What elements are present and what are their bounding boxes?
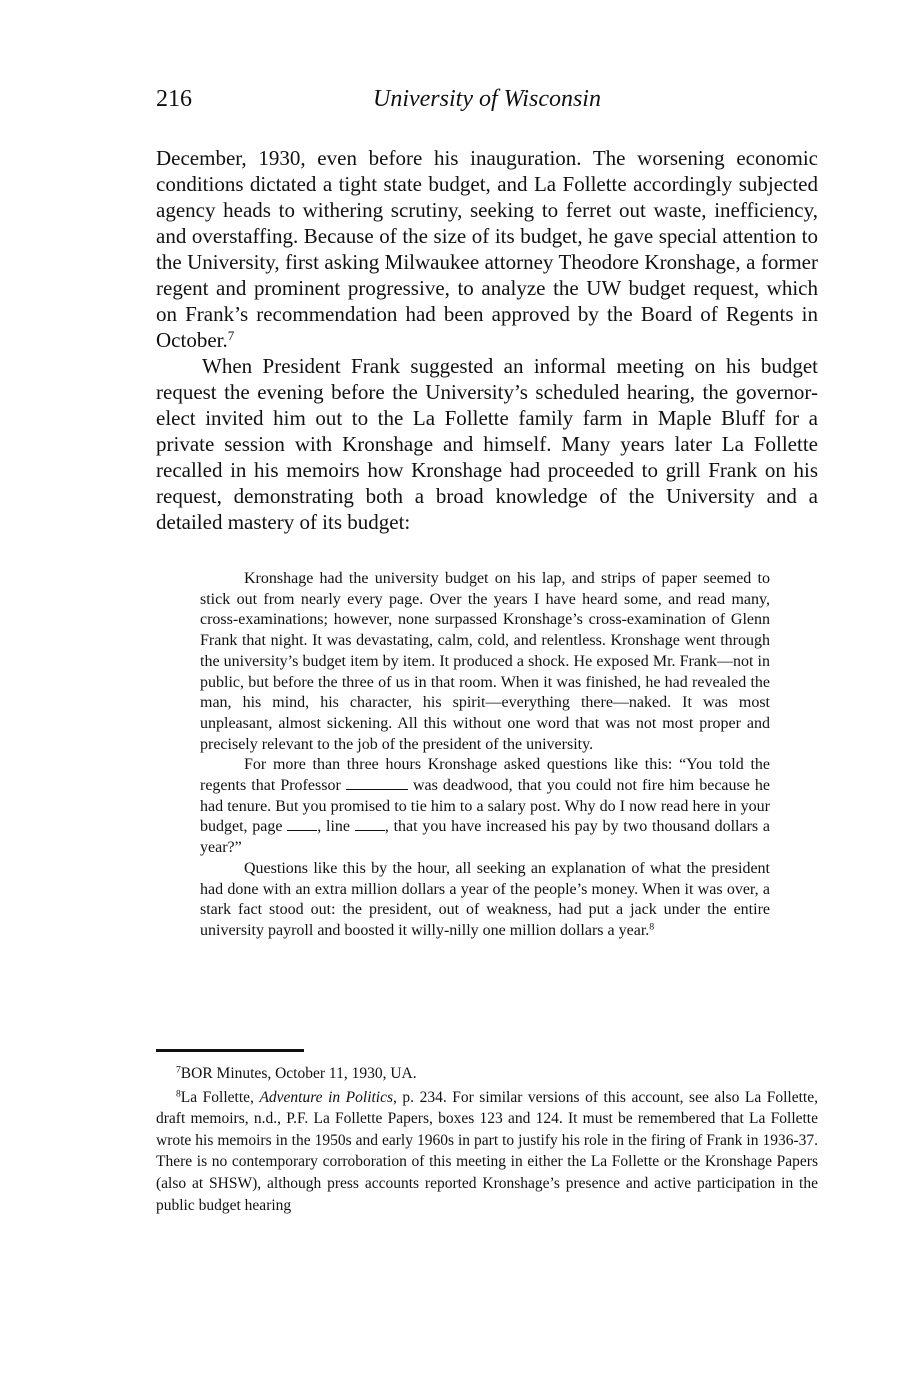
block-quote bbox=[200, 569, 770, 942]
footnote-rule bbox=[156, 1049, 304, 1052]
footnote-ref-8: 8 bbox=[649, 921, 655, 933]
book-title: Adventure in Politics bbox=[259, 1088, 394, 1106]
footnote-text: La Follette, bbox=[180, 1088, 260, 1106]
page-number: 216 bbox=[156, 86, 192, 112]
body-paragraph-2: When President Frank suggested an informal meeting on his budget request the evening before the University’s scheduled hearing, the governor-elect invited him out to the La Follette family farm in Maple Bluff for a private session with Kronshage and himself. Many years later La Follette recalled in his memoirs how Kronshage had proceeded to grill Frank on his request, demonstrating both a broad knowledge of the University and a detailed mastery of its budget: bbox=[156, 354, 818, 534]
footnote-mark: 7 bbox=[176, 1064, 181, 1076]
blank-line bbox=[287, 829, 317, 831]
quote-text: , line bbox=[317, 818, 351, 836]
quote-paragraph-3 bbox=[200, 859, 770, 942]
footnote-mark: 8 bbox=[176, 1088, 181, 1100]
footnote-8 bbox=[156, 1087, 818, 1217]
quote-text: For more than three hours Kronshage asked questions like this: “You told the regents that Professor bbox=[200, 756, 770, 795]
paragraph-text: December, 1930, even before his inauguration. The worsening economic conditions dictated a tight state budget, and La Follette accordingly subjected agency heads to withering scrutiny, seeking to ferret out waste, inefficiency, and overstaffing. Because of the size of its budget, he gave special attention to the University, first asking Milwaukee attorney Theodore Kronshage, a former regent and prominent progressive, to analyze the UW budget request, which on Frank’s recommendation had been approved by the Board of Regents in October. bbox=[156, 146, 818, 352]
blank-line bbox=[355, 829, 385, 831]
quote-text: was deadwood, that you could not fire him because he had tenure. But you promised to tie him to a salary post. Why do I now read here in your budget, page bbox=[200, 777, 771, 836]
body-paragraph-1 bbox=[156, 145, 818, 353]
quote-paragraph-1: Kronshage had the university budget on his lap, and strips of paper seemed to stick out from nearly every page. Over the years I have heard some, and read many, cross-examinations; however, none surpassed Kronshage’s cross-examination of Glenn Frank that night. It was devastating, calm, cold, and relentless. Kronshage went through the university’s budget item by item. It produced a shock. He exposed Mr. Frank—not in public, but before the three of us in that room. When it was finished, he had revealed the man, his mind, his character, his spirit—everything there—naked. It was most unpleasant, almost sickening. All this without one word that was not most proper and precisely relevant to the job of the president of the university. bbox=[200, 570, 770, 753]
footnote-text: BOR Minutes, October 11, 1930, UA. bbox=[180, 1065, 417, 1082]
quote-paragraph-2 bbox=[200, 755, 770, 859]
running-title: University of Wisconsin bbox=[373, 86, 601, 112]
footnote-ref-7: 7 bbox=[227, 327, 235, 343]
quote-text: , that you have increased his pay by two thousand dollars a year?” bbox=[200, 818, 771, 857]
footnote-7 bbox=[156, 1063, 818, 1085]
page-header bbox=[156, 86, 818, 122]
body-text bbox=[156, 145, 818, 535]
blank-line bbox=[346, 788, 408, 790]
quote-text: Questions like this by the hour, all seeking an explanation of what the president had done with an extra million dollars a year of the people’s money. When it was over, a stark fact stood out: the president, out of weakness, had put a jack under the entire university payroll and boosted it willy-nilly one million dollars a year. bbox=[200, 859, 770, 939]
footnotes bbox=[156, 1063, 818, 1218]
footnote-text: , p. 234. For similar versions of this account, see also La Follette, draft memoirs, n.d., P.F. La Follette Papers, boxes 123 and 124. It must be remembered that La Follette wrote his memoirs in the 1950s and early 1960s in part to justify his role in the firing of Frank in 1936-37. There is no contemporary corroboration of this meeting in either the La Follette or the Kronshage Papers (also at SHSW), although press accounts reported Kronshage’s presence and active participation in the public budget hearing bbox=[156, 1088, 818, 1214]
